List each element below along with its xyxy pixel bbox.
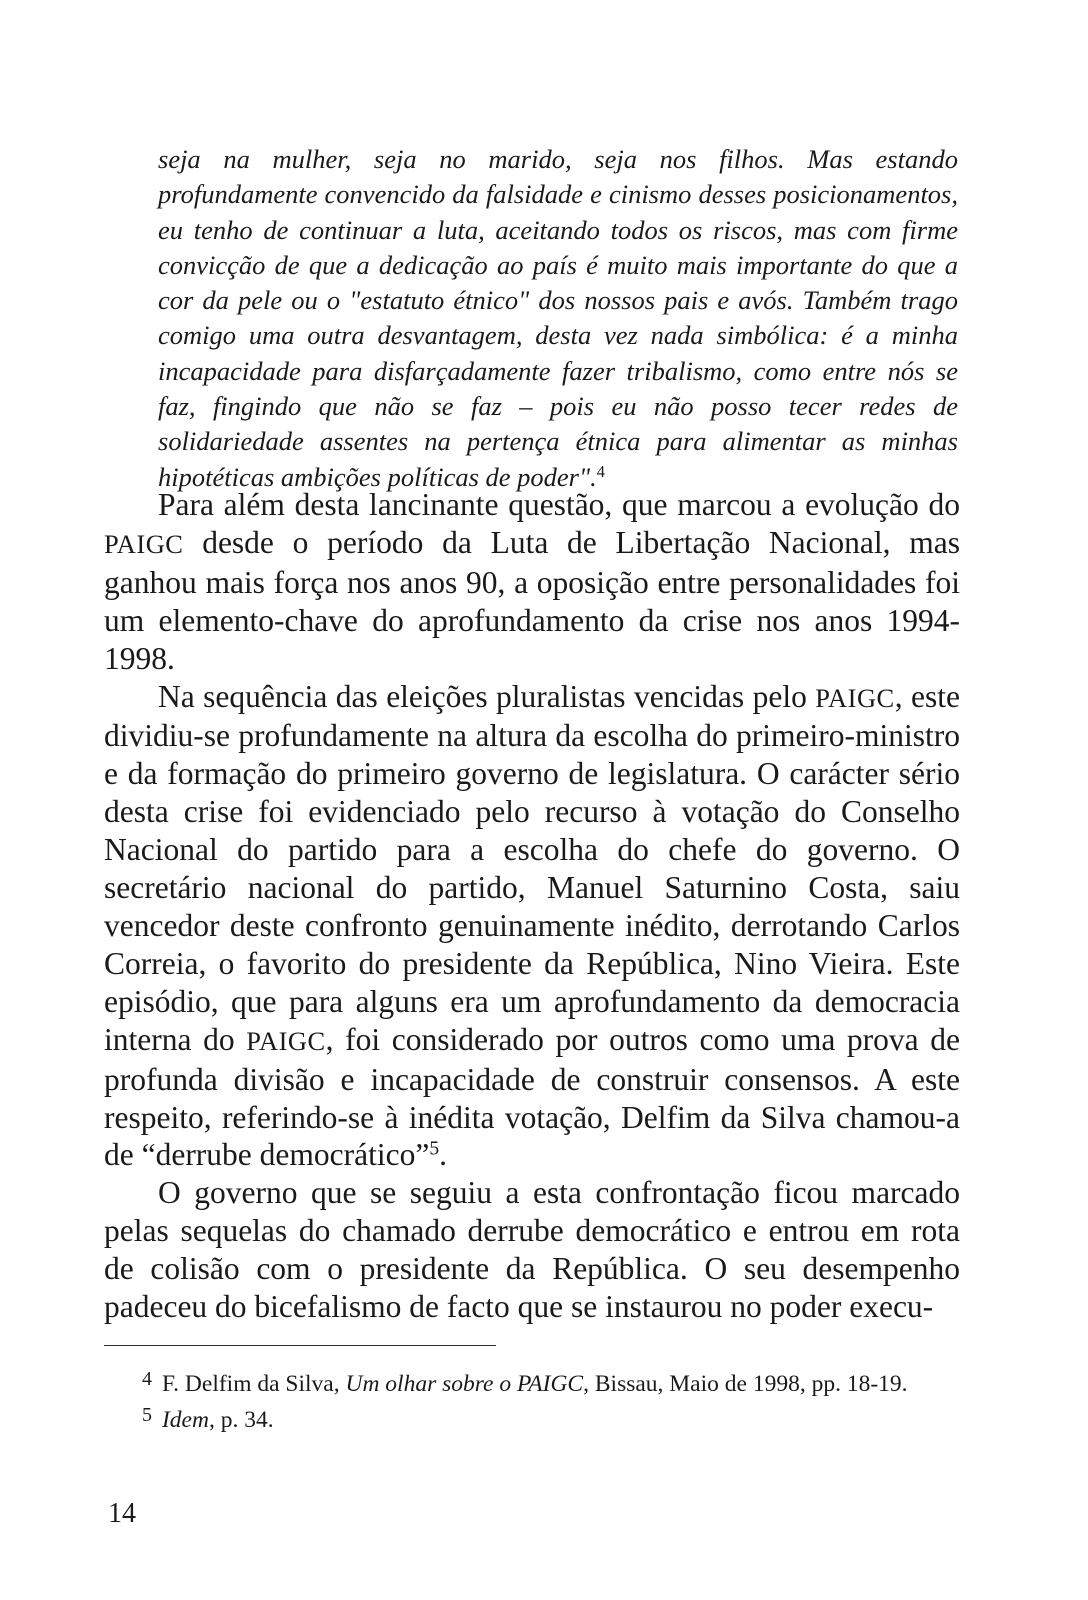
footnote-divider [104, 1345, 496, 1346]
footnote-ref-4: 4 [596, 461, 605, 481]
footnote-mark: 4 [142, 1368, 152, 1390]
paragraph-2: Na sequência das eleições pluralistas vencidas pelo PAIGC, este dividiu-se profundamente na altura da escolha do primeiro-ministro e da formação do primeiro governo de legislatura. O carácter sério desta crise foi evidenciado pelo recurso à votação do Conselho Nacional do partido para a escolha do chefe do governo. O secretário nacional do partido, Manuel Saturnino Costa, saiu vencedor deste confronto genuinamente inédito, derrotando Carlos Correia, o favorito do presidente da República, Nino Vieira. Este episódio, que para alguns era um aprofundamento da democracia interna do PAIGC, foi considerado por outros como uma prova de profunda divisão e incapacidade de construir consensos. A este respeito, referindo-se à inédita votação, Delfim da Silva chamou-a de “derrube democrático”$^5$. [104, 678, 960, 1173]
paragraph-1: Para além desta lancinante questão, que marcou a evolução do PAIGC desde o período da Luta de Libertação Nacional, mas ganhou mais força nos anos 90, a oposição entre personalidades foi um elemento-chave do aprofundamento da crise nos anos 1994-1998. [104, 487, 960, 676]
block-quote [158, 142, 958, 495]
footnote-mark: 5 [142, 1403, 152, 1426]
footnotes [104, 1364, 970, 1436]
paragraph-3: O governo que se seguiu a esta confrontação ficou marcado pelas sequelas do chamado derrube democrático e entrou em rota de colisão com o presidente da República. O seu desempenho padeceu do bicefalismo de facto que se instaurou no poder execu- [104, 1175, 960, 1325]
page-number: 14 [108, 1498, 136, 1529]
body-text [104, 486, 960, 1326]
acronym: PAIGC [246, 1025, 326, 1056]
footnote-5: 5 Idem, p. 34. [142, 1403, 274, 1433]
footnote-ref-5: 5 [429, 1138, 440, 1160]
quote-text: seja na mulher, seja no marido, seja nos filhos. Mas estando profundamente convencido da falsidade e cinismo desses posicionamentos, eu tenho de continuar a luta, aceitando todos os riscos, mas com firme convicção de que a dedicação ao país é muito mais importante do que a cor da pele ou o "estatuto étnico" dos nossos pais e avós. Também trago comigo uma outra desvantagem, desta vez nada simbólica: é a minha incapacidade para disfarçadamente fazer tribalismo, como entre nós se faz, fingindo que não se faz – pois eu não posso tecer redes de solidariedade assentes na pertença étnica para alimentar as minhas hipotéticas ambições políticas de poder". [158, 144, 958, 492]
acronym: PAIGC [104, 528, 184, 559]
footnote-4: 4 F. Delfim da Silva, Um olhar sobre o PAIGC, Bissau, Maio de 1998, pp. 18-19. [142, 1368, 908, 1397]
acronym: PAIGC [815, 682, 895, 713]
footnote-title: Um olhar sobre o PAIGC [345, 1370, 584, 1397]
footnote-title: Idem [161, 1406, 209, 1433]
